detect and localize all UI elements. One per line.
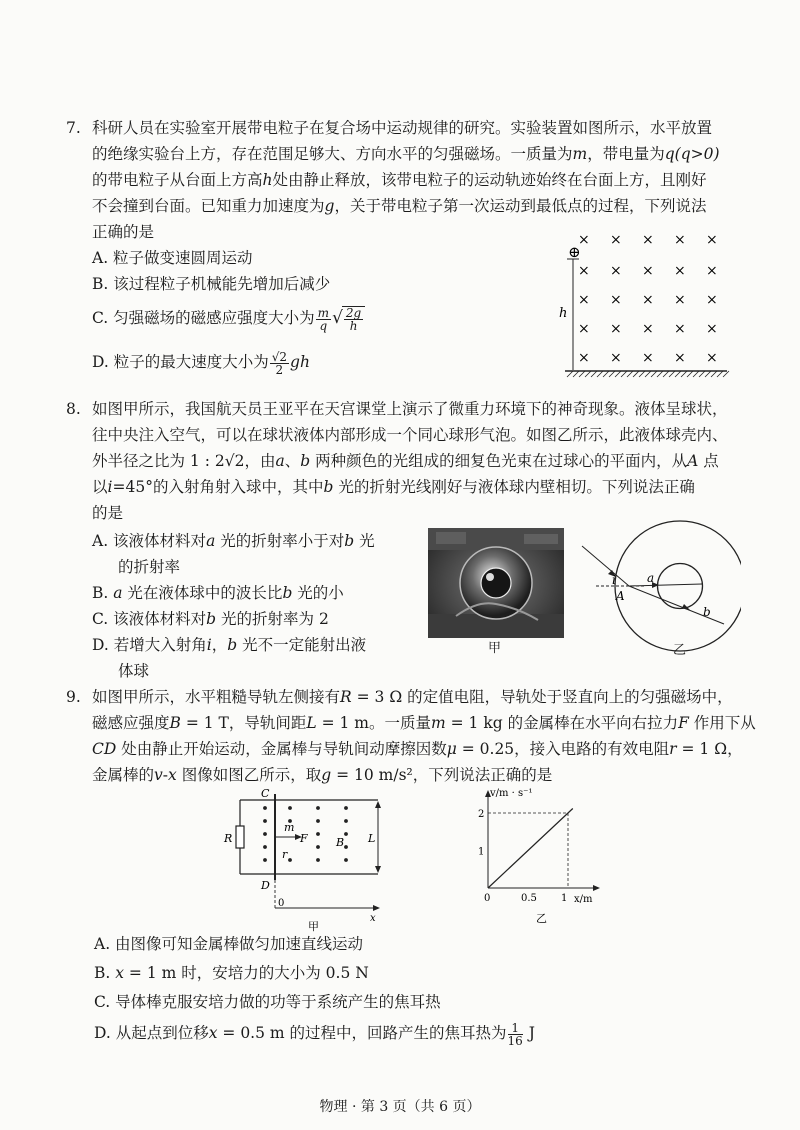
point-a-label: A (616, 589, 625, 603)
field-dot (288, 858, 292, 862)
q8-option-a-cont: 的折射率 (118, 558, 181, 576)
field-cross: × (674, 321, 686, 337)
field-dot (263, 832, 267, 836)
hatch-line (585, 371, 591, 377)
field-cross: × (578, 232, 590, 248)
hatch-line (693, 371, 699, 377)
q9-rail-figure (218, 786, 388, 934)
inner-bubble (658, 564, 703, 609)
ray-a-label: a (647, 571, 655, 585)
field-cross: × (642, 292, 654, 308)
chart-marks (478, 809, 573, 905)
hatch-line (591, 371, 597, 377)
chart-caption-yi: 乙 (536, 912, 547, 924)
hatch-line (627, 371, 633, 377)
field-dot (316, 819, 320, 823)
field-cross: × (578, 292, 590, 308)
field-cross: × (674, 263, 686, 279)
hatch-line (615, 371, 621, 377)
q7-line-1: 科研人员在实验室开展带电粒子在复合场中运动规律的研究。实验装置如图所示，水平放置 (92, 119, 713, 137)
particle-plus-symbol: ⊕ (568, 243, 581, 261)
y-tick-label: 1 (478, 846, 485, 858)
field-cross: × (642, 263, 654, 279)
q7-line-4: 不会撞到台面。已知重力加速度为g，关于带电粒子第一次运动到最低点的过程，下列说法 (92, 197, 707, 215)
ray-a (629, 584, 702, 586)
x-tick-label: 0 (484, 893, 491, 904)
hatch-line (609, 371, 615, 377)
hatch-line (579, 371, 585, 377)
q7-line-2: 的绝缘实验台上方，存在范围足够大、方向水平的匀强磁场。一质量为m，带电量为q(q>0) (92, 145, 720, 163)
chart-y-label: v/m · s⁻¹ (490, 788, 533, 799)
field-dot (316, 832, 320, 836)
x-tick-label: 0.5 (521, 893, 537, 904)
hatch-line (705, 371, 711, 377)
q8-line-4: 以i=45°的入射角射入球中，其中b 光的折射光线刚好与液体球内壁相切。下列说法正确 (92, 478, 695, 496)
label-r-resistor: R (224, 832, 233, 845)
q8-line-1: 如图甲所示，我国航天员王亚平在天宫课堂上演示了微重力环境下的神奇现象。液体呈球状， (92, 400, 728, 418)
hatch-line (603, 371, 609, 377)
hatch-line (687, 371, 693, 377)
label-c: C (261, 787, 270, 800)
q7-option-b: B. 该过程粒子机械能先增加后减少 (92, 275, 331, 293)
field-cross: × (642, 232, 654, 248)
hatch-line (651, 371, 657, 377)
ray-b-label: b (703, 605, 711, 619)
field-cross: × (706, 232, 718, 248)
field-cross: × (610, 350, 622, 366)
q8-option-d: D. 若增大入射角i，b 光不一定能射出液 (92, 636, 367, 654)
hatch-line (657, 371, 663, 377)
space-liquid-ball-photo (428, 528, 564, 638)
field-cross: × (706, 350, 718, 366)
resistor-r (236, 826, 244, 848)
q8-line-3: 外半径之比为 1 : 2√2，由a、b 两种颜色的光组成的细复色光束在过球心的平面内，从A 点 (92, 452, 719, 470)
q9-line-1: 如图甲所示，水平粗糙导轨左侧接有R = 3 Ω 的定值电阻，导轨处于竖直向上的匀强磁场中， (92, 688, 733, 706)
field-dot (263, 845, 267, 849)
q8-option-d-cont: 体球 (118, 662, 150, 680)
field-dot (263, 858, 267, 862)
hatch-line (621, 371, 627, 377)
series-line-v-x (488, 809, 573, 889)
hatch-line (699, 371, 705, 377)
hatch-line (675, 371, 681, 377)
q9-number: 9. (66, 688, 81, 706)
field-cross: × (674, 292, 686, 308)
field-cross: × (610, 321, 622, 337)
origin-label: 0 (278, 898, 285, 909)
q8-number: 8. (66, 400, 81, 418)
q8-option-b: B. a 光在液体球中的波长比b 光的小 (92, 584, 344, 602)
field-cross: × (674, 232, 686, 248)
field-dot (344, 806, 348, 810)
q7-line-3: 的带电粒子从台面上方高h处由静止释放，该带电粒子的运动轨迹始终在台面上方，且刚好 (92, 171, 707, 189)
table-hatching (567, 371, 729, 377)
hatch-line (573, 371, 579, 377)
incidence-angle-label: i (612, 573, 616, 587)
field-cross: × (706, 292, 718, 308)
field-dot (263, 806, 267, 810)
field-dot (316, 858, 320, 862)
q8-refraction-figure (576, 516, 741, 658)
spacing-arrow-top (375, 801, 381, 808)
q8-line-2: 往中央注入空气，可以在球状液体内部形成一个同心球形气泡。如图乙所示，此液体球壳内、 (92, 426, 728, 444)
page-footer: 物理 · 第 3 页（共 6 页） (319, 1099, 481, 1115)
q9-line-3: CD 处由静止开始运动，金属棒与导轨间动摩擦因数μ = 0.25，接入电路的有效电阻r = 1 Ω， (92, 740, 743, 758)
hatch-line (717, 371, 723, 377)
field-cross: × (706, 263, 718, 279)
q8-option-a: A. 该液体材料对a 光的折射率小于对b 光 (92, 532, 375, 550)
field-dot (344, 845, 348, 849)
q9-option-d: D. 从起点到位移x = 0.5 m 的过程中，回路产生的焦耳热为 $\frac{1}{16}$ J (94, 1020, 535, 1048)
field-cross: × (610, 292, 622, 308)
figure-caption-yi: 乙 (673, 643, 687, 658)
field-cross: × (578, 350, 590, 366)
chart-axes (485, 790, 600, 891)
q9-line-4: 金属棒的v-x 图像如图乙所示，取g = 10 m/s²，下列说法正确的是 (92, 766, 553, 784)
incident-ray (582, 546, 629, 586)
hatch-line (597, 371, 603, 377)
hatch-line (639, 371, 645, 377)
label-d: D (261, 879, 270, 892)
q9-option-a: A. 由图像可知金属棒做匀加速直线运动 (94, 935, 364, 953)
hatch-line (567, 371, 573, 377)
q7-option-c: C. 匀强磁场的磁感应强度大小为 $\frac{m}{q}$ √ $\frac{2g}{h}$ (92, 303, 366, 333)
q8-line-5: 的是 (92, 504, 124, 522)
q9-option-c: C. 导体棒克服安培力做的功等于系统产生的焦耳热 (94, 993, 441, 1011)
label-r-rod: r (282, 848, 288, 861)
hatch-line (723, 371, 729, 377)
x-tick-label: 1 (561, 893, 568, 904)
field-cross: × (642, 321, 654, 337)
label-b: B (336, 836, 345, 849)
label-f: F (300, 832, 308, 845)
x-axis-label: x (370, 913, 376, 924)
field-dot (316, 845, 320, 849)
photo-drawing (428, 528, 564, 638)
hatch-line (645, 371, 651, 377)
hatch-line (663, 371, 669, 377)
spacing-arrow-bottom (375, 866, 381, 873)
chart-x-label: x/m (574, 894, 593, 905)
q7-number: 7. (66, 119, 81, 137)
field-dot (288, 806, 292, 810)
label-m: m (284, 821, 295, 834)
x-axis-arrow (373, 905, 380, 911)
hatch-line (669, 371, 675, 377)
field-cross: × (578, 321, 590, 337)
field-cross: × (610, 263, 622, 279)
field-dot (263, 819, 267, 823)
ray-b-arrow (682, 604, 691, 611)
x-axis-arrow (593, 885, 600, 891)
q7-field-figure (555, 225, 730, 385)
hatch-line (711, 371, 717, 377)
magnetic-field-crosses (578, 232, 718, 366)
q9-vx-chart (472, 784, 612, 924)
q9-option-b: B. x = 1 m 时，安培力的大小为 0.5 N (94, 964, 369, 982)
field-cross: × (674, 350, 686, 366)
height-label: h (559, 306, 568, 321)
figure-caption-jia: 甲 (308, 920, 319, 933)
q7-option-d: D. 粒子的最大速度大小为 $\frac{√2}{2}$ gh (92, 349, 310, 377)
q7-line-5: 正确的是 (92, 223, 155, 241)
q9-line-2: 磁感应强度B = 1 T，导轨间距L = 1 m。一质量m = 1 kg 的金属棒在水平向右拉力F 作用下从 (92, 714, 756, 732)
field-cross: × (610, 232, 622, 248)
field-cross: × (578, 263, 590, 279)
field-dot (316, 806, 320, 810)
label-l: L (368, 832, 376, 845)
photo-caption-jia: 甲 (488, 641, 502, 656)
field-cross: × (642, 350, 654, 366)
q7-option-a: A. 粒子做变速圆周运动 (92, 249, 253, 267)
field-dot (344, 832, 348, 836)
field-dot (344, 858, 348, 862)
q8-option-c: C. 该液体材料对b 光的折射率为 2 (92, 610, 329, 628)
field-cross: × (706, 321, 718, 337)
y-tick-label: 2 (478, 809, 485, 820)
field-dot (344, 819, 348, 823)
hatch-line (681, 371, 687, 377)
hatch-line (633, 371, 639, 377)
